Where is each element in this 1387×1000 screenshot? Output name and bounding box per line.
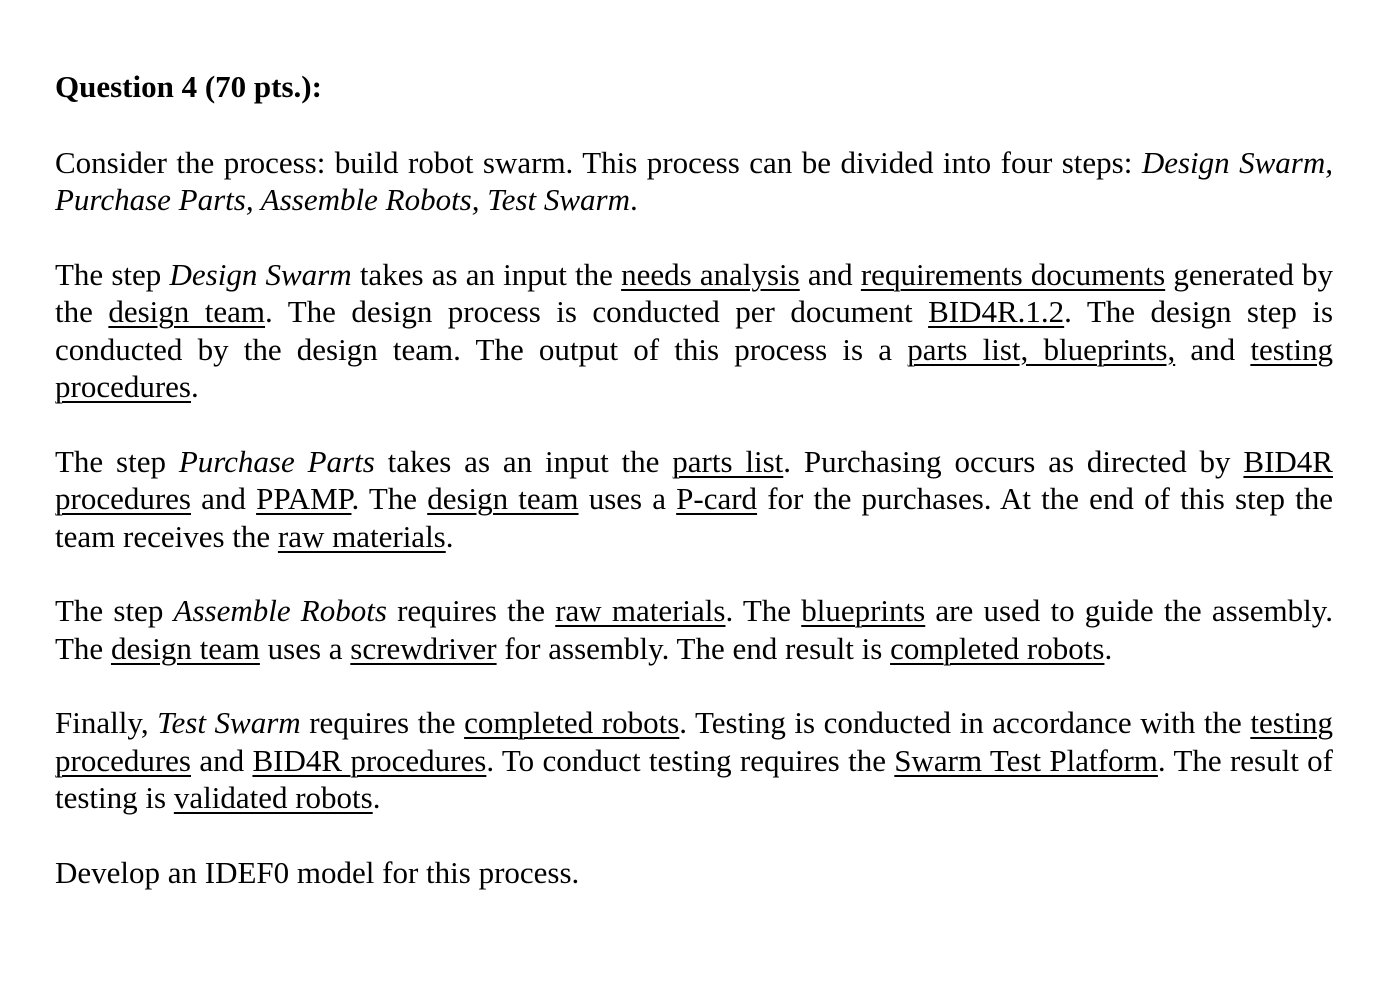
- text-run: Consider the process: build robot swarm. This process can be divided into four steps:: [55, 144, 1142, 180]
- text-run: Finally,: [55, 705, 158, 740]
- italic-step-name: Assemble Robots: [173, 593, 387, 628]
- underlined-term: BID4R procedures: [252, 742, 487, 778]
- text-run: . The design process is conducted per document: [265, 294, 929, 329]
- text-run: . The design step is conducted by the design team. The output of this process is a: [55, 294, 1334, 367]
- underlined-term: PPAMP: [256, 481, 352, 516]
- paragraph-2: [55, 256, 1333, 406]
- text-run: for assembly. The end result is: [496, 630, 891, 666]
- text-run: .: [629, 182, 638, 217]
- underlined-term: design team: [108, 294, 266, 329]
- underlined-term: blueprints: [801, 593, 926, 628]
- text-run: and: [1175, 331, 1251, 367]
- paragraph-3: [55, 443, 1333, 556]
- underlined-term: Swarm Test Platform: [894, 742, 1158, 778]
- text-run: . To conduct testing requires the: [486, 742, 895, 778]
- text-run: for the purchases. At the end of this step the team receives the: [55, 481, 1333, 554]
- text-run: uses a: [259, 630, 351, 666]
- italic-step-name: Design Swarm, Purchase Parts, Assemble Robots, Test Swarm: [55, 144, 1334, 217]
- underlined-term: requirements documents: [860, 256, 1166, 292]
- text-run: are used to guide the assembly. The: [55, 593, 1333, 666]
- underlined-term: parts list: [672, 443, 784, 479]
- underlined-term: raw materials: [277, 518, 446, 554]
- underlined-term: testing procedures: [55, 331, 1333, 404]
- underlined-term: P-card: [676, 481, 758, 516]
- underlined-term: testing procedures: [55, 705, 1333, 778]
- underlined-term: needs analysis: [621, 256, 800, 292]
- text-run: uses a: [578, 481, 677, 516]
- text-run: . The: [725, 593, 802, 628]
- text-run: .: [191, 369, 199, 404]
- paragraph-6: [55, 854, 1333, 892]
- text-run: The step: [55, 256, 170, 292]
- italic-step-name: Design Swarm: [169, 256, 352, 292]
- underlined-term: BID4R.1.2: [928, 294, 1065, 329]
- text-run: takes as an input the: [374, 443, 673, 479]
- underlined-term: BID4R procedures: [55, 443, 1333, 516]
- underlined-term: validated robots: [173, 780, 373, 815]
- text-run: .: [372, 780, 381, 815]
- italic-step-name: Purchase Parts: [178, 443, 375, 479]
- text-run: . The: [351, 481, 428, 516]
- text-run: requires the: [300, 705, 465, 740]
- text-run: generated by the: [55, 256, 1333, 329]
- text-run: takes as an input the: [351, 256, 622, 292]
- underlined-term: design team: [427, 481, 579, 516]
- text-run: and: [191, 481, 257, 516]
- text-run: .: [1104, 630, 1113, 666]
- text-run: .: [445, 518, 454, 554]
- underlined-term: design team: [110, 630, 260, 666]
- paragraph-1: [55, 144, 1333, 219]
- text-run: . Purchasing occurs as directed by: [783, 443, 1244, 479]
- text-run: The step: [55, 593, 174, 628]
- text-run: and: [799, 256, 861, 292]
- question-body: [55, 144, 1333, 892]
- underlined-term: completed robots: [890, 630, 1105, 666]
- underlined-term: raw materials: [555, 593, 726, 628]
- document-page: [55, 68, 1333, 928]
- question-title: Question 4 (70 pts.):: [55, 69, 322, 104]
- text-run: . Testing is conducted in accordance with the: [679, 705, 1251, 740]
- paragraph-4: [55, 592, 1333, 667]
- text-run: Develop an IDEF0 model for this process.: [55, 854, 580, 890]
- text-run: and: [191, 742, 253, 778]
- paragraph-5: [55, 704, 1333, 817]
- underlined-term: screwdriver: [350, 630, 497, 666]
- text-run: requires the: [386, 593, 556, 628]
- text-run: The step: [55, 443, 179, 479]
- underlined-term: completed robots: [464, 705, 680, 740]
- underlined-term: parts list, blueprints,: [907, 331, 1176, 367]
- italic-step-name: Test Swarm: [157, 705, 301, 740]
- text-run: . The result of testing is: [55, 742, 1333, 815]
